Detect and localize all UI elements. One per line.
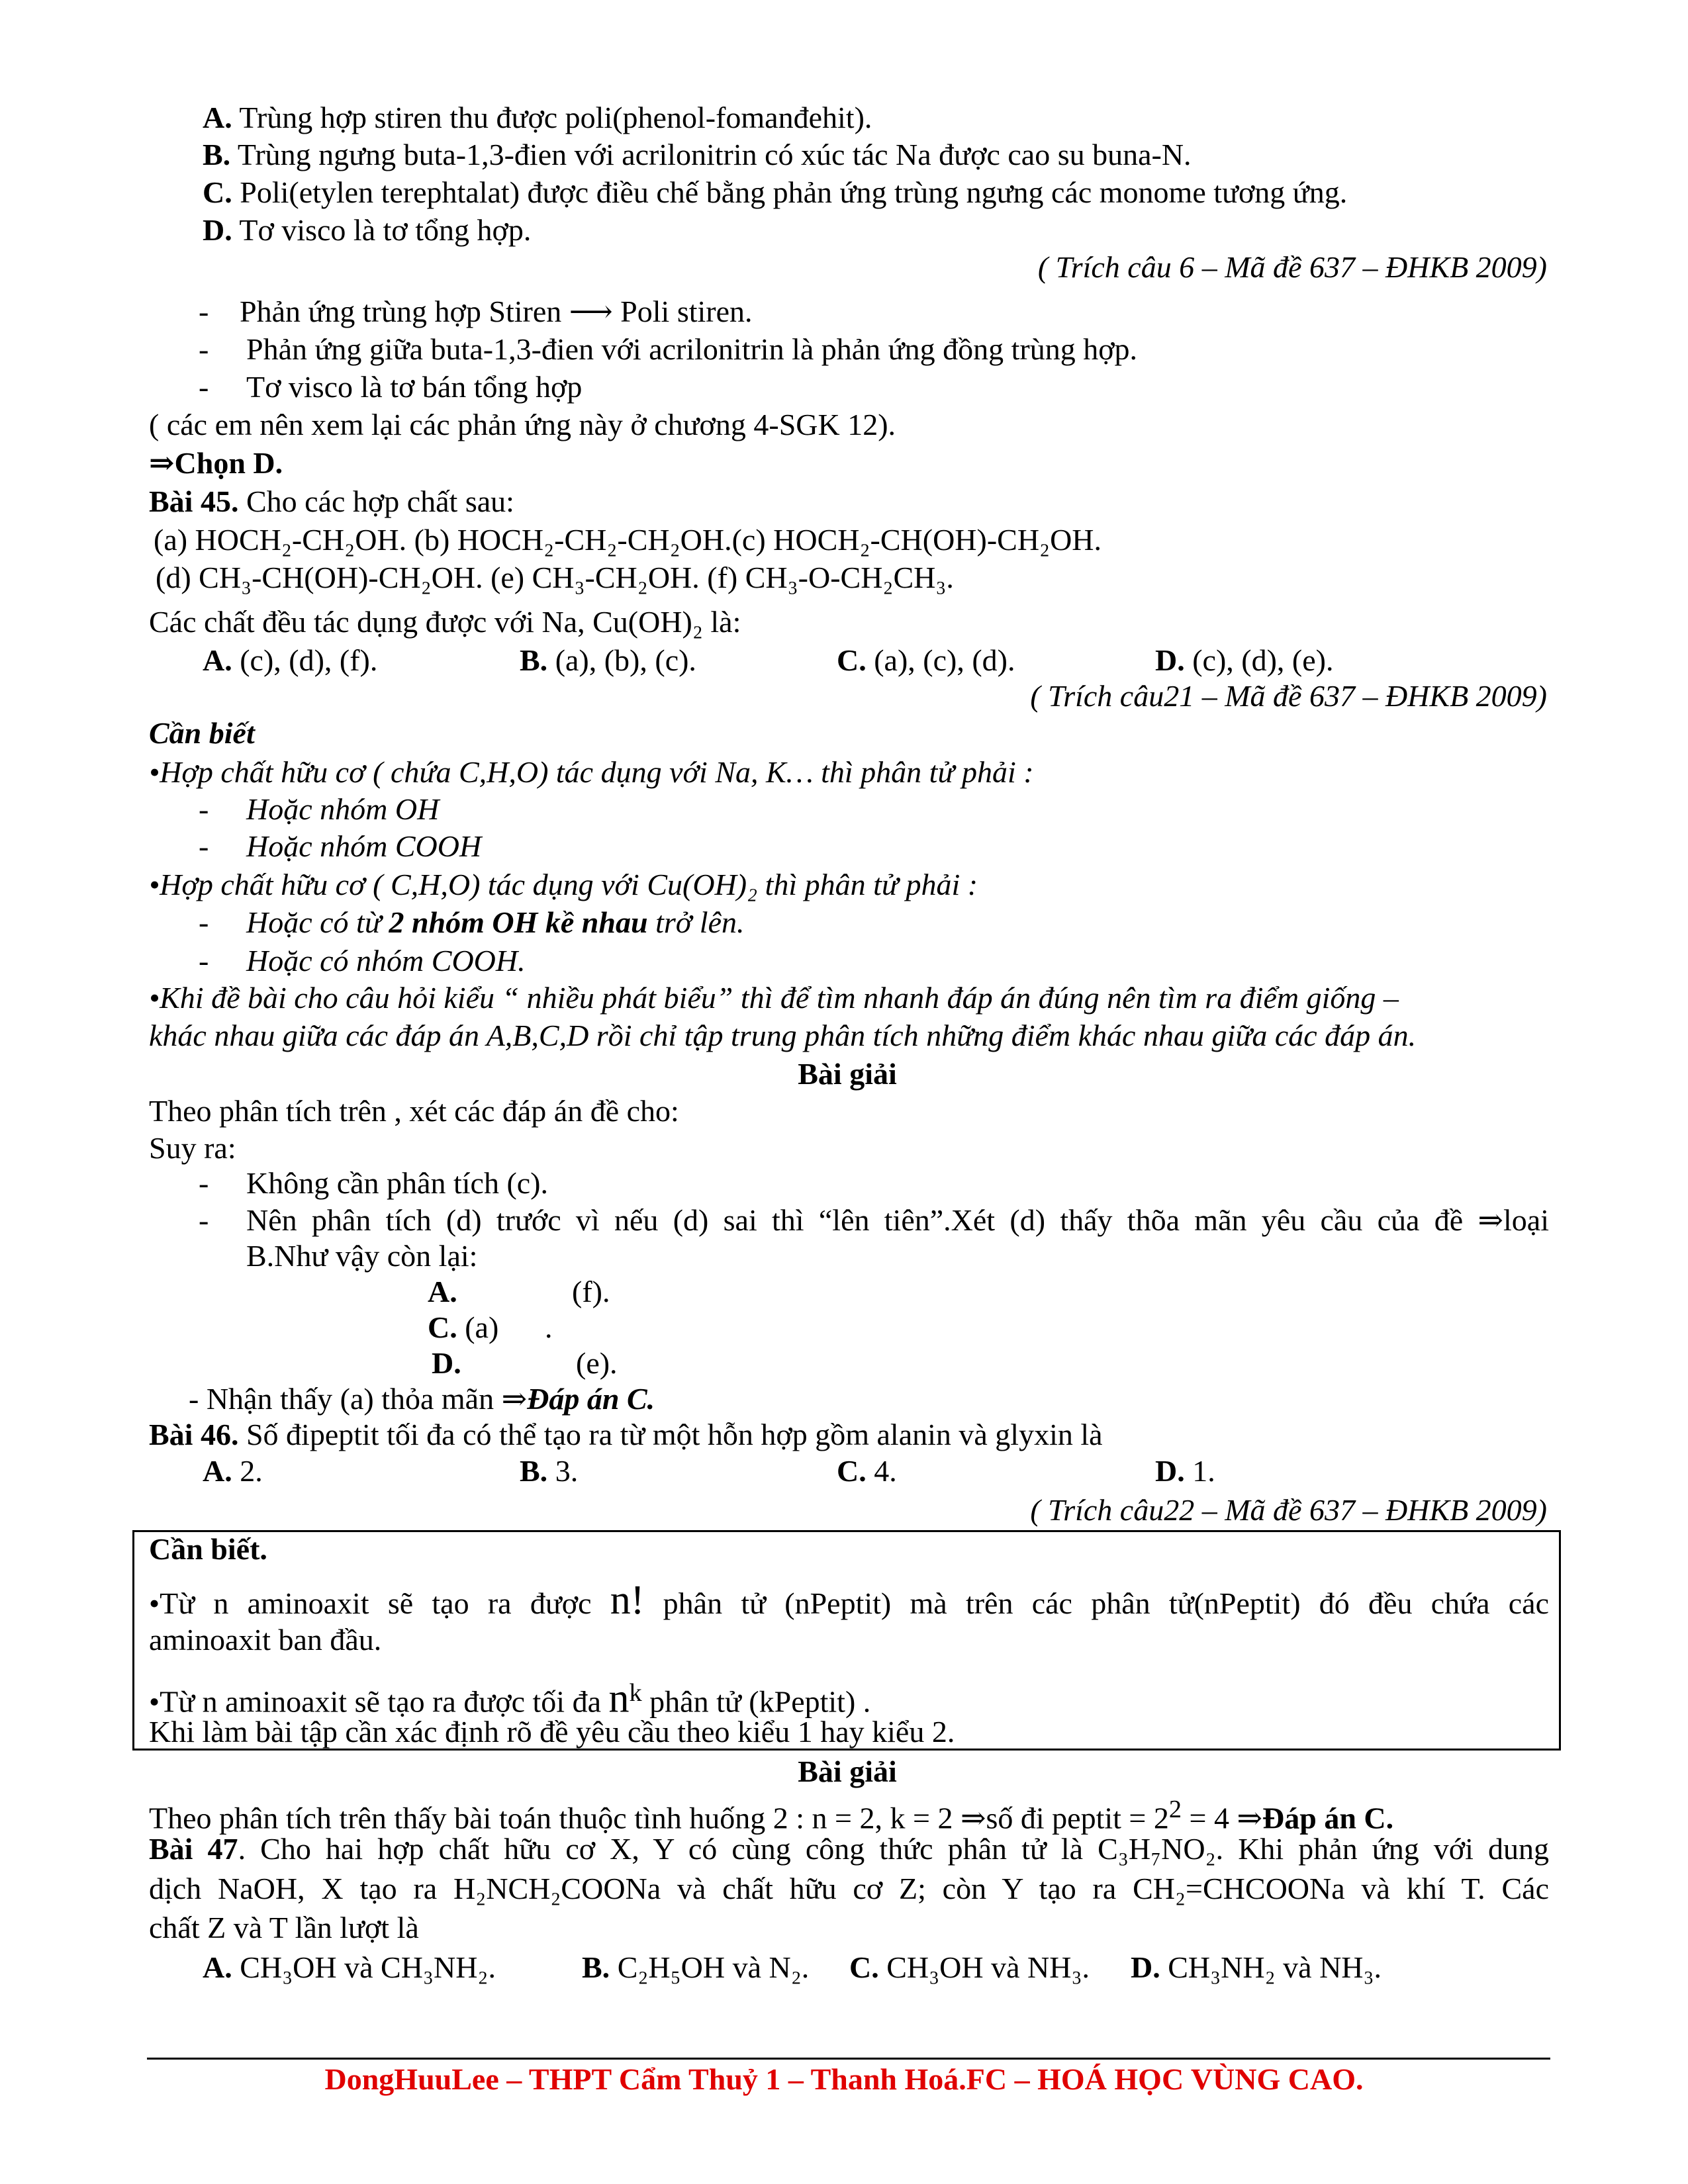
remain-dot: . — [545, 1310, 553, 1344]
dash: - — [199, 944, 209, 978]
option-label: D. — [203, 213, 232, 247]
text: Theo phân tích trên thấy bài toán thuộc tình huống 2 : n = 2, k = 2 ⇒số đi peptit = 2 — [149, 1801, 1169, 1835]
q46-heading — [149, 1416, 1103, 1453]
option-text: (c), (d), (e). — [1184, 643, 1334, 677]
q44-option-d — [203, 212, 531, 249]
q45-know-title: Cần biết — [149, 716, 255, 750]
question-number: Bài 45. — [149, 484, 239, 518]
option-text: Trùng ngưng buta-1,3-đien với acrilonitrin có xúc tác Na được cao su buna-N. — [230, 138, 1192, 171]
question-prompt: Cho các hợp chất sau: — [238, 484, 514, 518]
q45-option-c — [837, 642, 1015, 679]
q46-citation: ( Trích câu22 – Mã đề 637 – ĐHKB 2009) — [1030, 1493, 1547, 1527]
footer-divider — [147, 2058, 1550, 2060]
dash: - — [199, 332, 209, 366]
box-line-1-cont: aminoaxit ban đầu. — [149, 1623, 382, 1657]
option-label: D. — [1155, 643, 1185, 677]
q47-line-3: chất Z và T lần lượt là — [149, 1911, 419, 1944]
answer: Đáp án C. — [1262, 1801, 1394, 1835]
option-label: B. — [582, 1950, 610, 1984]
dash: - — [199, 1166, 209, 1200]
text: phân tử (kPeptit) . — [641, 1684, 871, 1719]
box-line-1 — [149, 1578, 1549, 1623]
q45-compounds-2: (d) CH₃-CH(OH)-CH₂OH. (e) CH₃-CH₂OH. (f) CH₃-O-CH₂CH₃. — [156, 561, 954, 594]
q46-option-d — [1155, 1453, 1215, 1490]
q46-option-a — [203, 1453, 263, 1490]
option-label: C. — [837, 1454, 867, 1488]
q46-solution — [149, 1791, 1393, 1837]
option-text: 2. — [232, 1454, 263, 1488]
q45-compounds-1: (a) HOCH₂-CH₂OH. (b) HOCH₂-CH₂-CH₂OH.(c) HOCH₂-CH(OH)-CH₂OH. — [154, 523, 1102, 557]
text: - Nhận thấy (a) thỏa mãn ⇒ — [189, 1382, 528, 1416]
q44-note: Tơ visco là tơ bán tổng hợp — [246, 370, 583, 404]
option-label: A. — [203, 1454, 232, 1488]
formula: n — [608, 1676, 630, 1721]
footer: DongHuuLee – THPT Cẩm Thuỷ 1 – Thanh Hoá.FC – HOÁ HỌC VÙNG CAO. — [324, 2062, 1364, 2096]
remain-text-c: (a) — [457, 1310, 499, 1344]
option-text: Trùng hợp stiren thu được poli(phenol-fomanđehit). — [232, 101, 872, 134]
text: Hoặc có từ — [246, 905, 389, 939]
q45-know-3a: •Khi đề bài cho câu hỏi kiểu “ nhiều phát biểu” thì để tìm nhanh đáp án đúng nên tìm ra điểm giống – — [149, 981, 1399, 1015]
q45-know-1: •Hợp chất hữu cơ ( chứa C,H,O) tác dụng với Na, K… thì phân tử phải : — [149, 755, 1034, 789]
option-label: C. — [837, 643, 867, 677]
q45-question: Các chất đều tác dụng được với Na, Cu(OH)₂ là: — [149, 605, 741, 639]
q44-answer: ⇒Chọn D. — [149, 446, 283, 480]
q45-sol-4: Nên phân tích (d) trước vì nếu (d) sai thì “lên tiên”.Xét (d) thấy thõa mãn yêu cầu của đề ⇒loại — [246, 1203, 1549, 1237]
q47-option-d — [1131, 1949, 1382, 1986]
question-number: Bài 47 — [149, 1832, 238, 1866]
option-label: A. — [203, 1950, 232, 1984]
q44-review: ( các em nên xem lại các phản ứng này ở chương 4-SGK 12). — [149, 408, 896, 441]
q46-option-c — [837, 1453, 897, 1490]
q45-know-1b: Hoặc nhóm COOH — [246, 829, 482, 863]
q45-know-2b: Hoặc có nhóm COOH. — [246, 944, 526, 978]
q45-option-a — [203, 642, 377, 679]
q45-sol-5: B.Như vậy còn lại: — [246, 1239, 478, 1273]
option-label: D. — [1155, 1454, 1185, 1488]
dash: - — [199, 1203, 209, 1237]
q45-heading — [149, 483, 514, 520]
text: •Từ n aminoaxit sẽ tạo ra được — [149, 1586, 610, 1620]
remain-label-d: D. — [432, 1346, 461, 1380]
q45-know-1a: Hoặc nhóm OH — [246, 792, 440, 826]
remain-label-c: C. — [428, 1310, 457, 1344]
text: phân tử (nPeptit) mà trên các phân tử(nPeptit) đó đều chứa các — [644, 1586, 1549, 1620]
q44-option-a — [203, 99, 872, 136]
option-text: 4. — [866, 1454, 897, 1488]
option-label: A. — [203, 101, 232, 134]
q44-note: Phản ứng giữa buta-1,3-đien với acrilonitrin là phản ứng đồng trùng hợp. — [246, 332, 1138, 366]
q45-option-b — [520, 642, 696, 679]
q45-sol-1: Theo phân tích trên , xét các đáp án đề cho: — [149, 1094, 679, 1128]
option-text: CH₃OH và CH₃NH₂. — [232, 1950, 496, 1984]
dash: - — [199, 295, 209, 328]
q45-sol-3: Không cần phân tích (c). — [246, 1166, 549, 1200]
text: . Cho hai hợp chất hữu cơ X, Y có cùng công thức phân tử là C₃H₇NO₂. Khi phản ứng với dung — [238, 1832, 1549, 1866]
option-text: (a), (b), (c). — [547, 643, 696, 677]
option-label: A. — [203, 643, 232, 677]
option-label: C. — [849, 1950, 879, 1984]
text: •Từ n aminoaxit sẽ tạo ra được tối đa — [149, 1684, 609, 1719]
q46-solution-title: Bài giải — [798, 1754, 897, 1788]
box-line-3: Khi làm bài tập cần xác định rõ đề yêu cầu theo kiểu 1 hay kiểu 2. — [149, 1715, 955, 1749]
q45-know-3b: khác nhau giữa các đáp án A,B,C,D rồi chỉ tập trung phân tích những điểm khác nhau giữa các đáp án. — [149, 1019, 1417, 1052]
exponent: 2 — [1168, 1796, 1182, 1823]
q47-line-2: dịch NaOH, X tạo ra H₂NCH₂COONa và chất hữu cơ Z; còn Y tạo ra CH₂=CHCOONa và khí T. Các — [149, 1872, 1549, 1905]
dash: - — [199, 792, 209, 826]
option-label: B. — [520, 643, 548, 677]
q47-option-b — [582, 1949, 809, 1986]
question-prompt: Số đipeptit tối đa có thể tạo ra từ một hỗn hợp gồm alanin và glyxin là — [238, 1418, 1103, 1451]
option-label: C. — [203, 175, 232, 209]
q45-know-2: •Hợp chất hữu cơ ( C,H,O) tác dụng với Cu(OH)₂ thì phân tử phải : — [149, 868, 978, 901]
q47-option-c — [849, 1949, 1090, 1986]
dash: - — [199, 829, 209, 863]
q47-line-1 — [149, 1831, 1549, 1868]
text: = 4 ⇒ — [1182, 1801, 1263, 1835]
exponent: k — [629, 1679, 642, 1707]
option-text: (a), (c), (d). — [866, 643, 1015, 677]
q44-option-c — [203, 174, 1347, 211]
q45-conclusion — [189, 1381, 655, 1418]
option-text: 1. — [1184, 1454, 1215, 1488]
option-text: C₂H₅OH và N₂. — [610, 1950, 810, 1984]
q44-option-b — [203, 136, 1192, 173]
q45-know-2a — [246, 904, 745, 941]
q45-solution-title: Bài giải — [798, 1057, 897, 1091]
box-title: Cần biết. — [149, 1532, 267, 1566]
emphasis: 2 nhóm OH kề nhau — [389, 905, 648, 939]
q47-option-a — [203, 1949, 496, 1986]
text: trở lên. — [647, 905, 745, 939]
option-text: Poli(etylen terephtalat) được điều chế bằng phản ứng trùng ngưng các monome tương ứng. — [232, 175, 1348, 209]
formula: n! — [610, 1578, 645, 1623]
dash: - — [199, 370, 209, 404]
remain-label-a: A. — [428, 1275, 457, 1308]
q45-sol-2: Suy ra: — [149, 1131, 236, 1165]
remain-text-d: (e). — [576, 1346, 618, 1380]
q45-citation: ( Trích câu21 – Mã đề 637 – ĐHKB 2009) — [1030, 679, 1547, 713]
q46-option-b — [520, 1453, 578, 1490]
question-number: Bài 46. — [149, 1418, 239, 1451]
option-text: CH₃OH và NH₃. — [878, 1950, 1090, 1984]
option-text: (c), (d), (f). — [232, 643, 378, 677]
q44-note: Phản ứng trùng hợp Stiren ⟶ Poli stiren. — [240, 295, 753, 328]
option-text: Tơ visco là tơ tổng hợp. — [232, 213, 532, 247]
answer: Đáp án C. — [527, 1382, 655, 1416]
q45-option-d — [1155, 642, 1333, 679]
option-label: B. — [203, 138, 231, 171]
dash: - — [199, 905, 209, 939]
option-label: B. — [520, 1454, 548, 1488]
remain-text-a: (f). — [572, 1275, 610, 1308]
q44-citation: ( Trích câu 6 – Mã đề 637 – ĐHKB 2009) — [1037, 250, 1547, 284]
option-text: CH₃NH₂ và NH₃. — [1160, 1950, 1382, 1984]
option-label: D. — [1131, 1950, 1160, 1984]
remain-c — [428, 1309, 498, 1346]
option-text: 3. — [547, 1454, 579, 1488]
